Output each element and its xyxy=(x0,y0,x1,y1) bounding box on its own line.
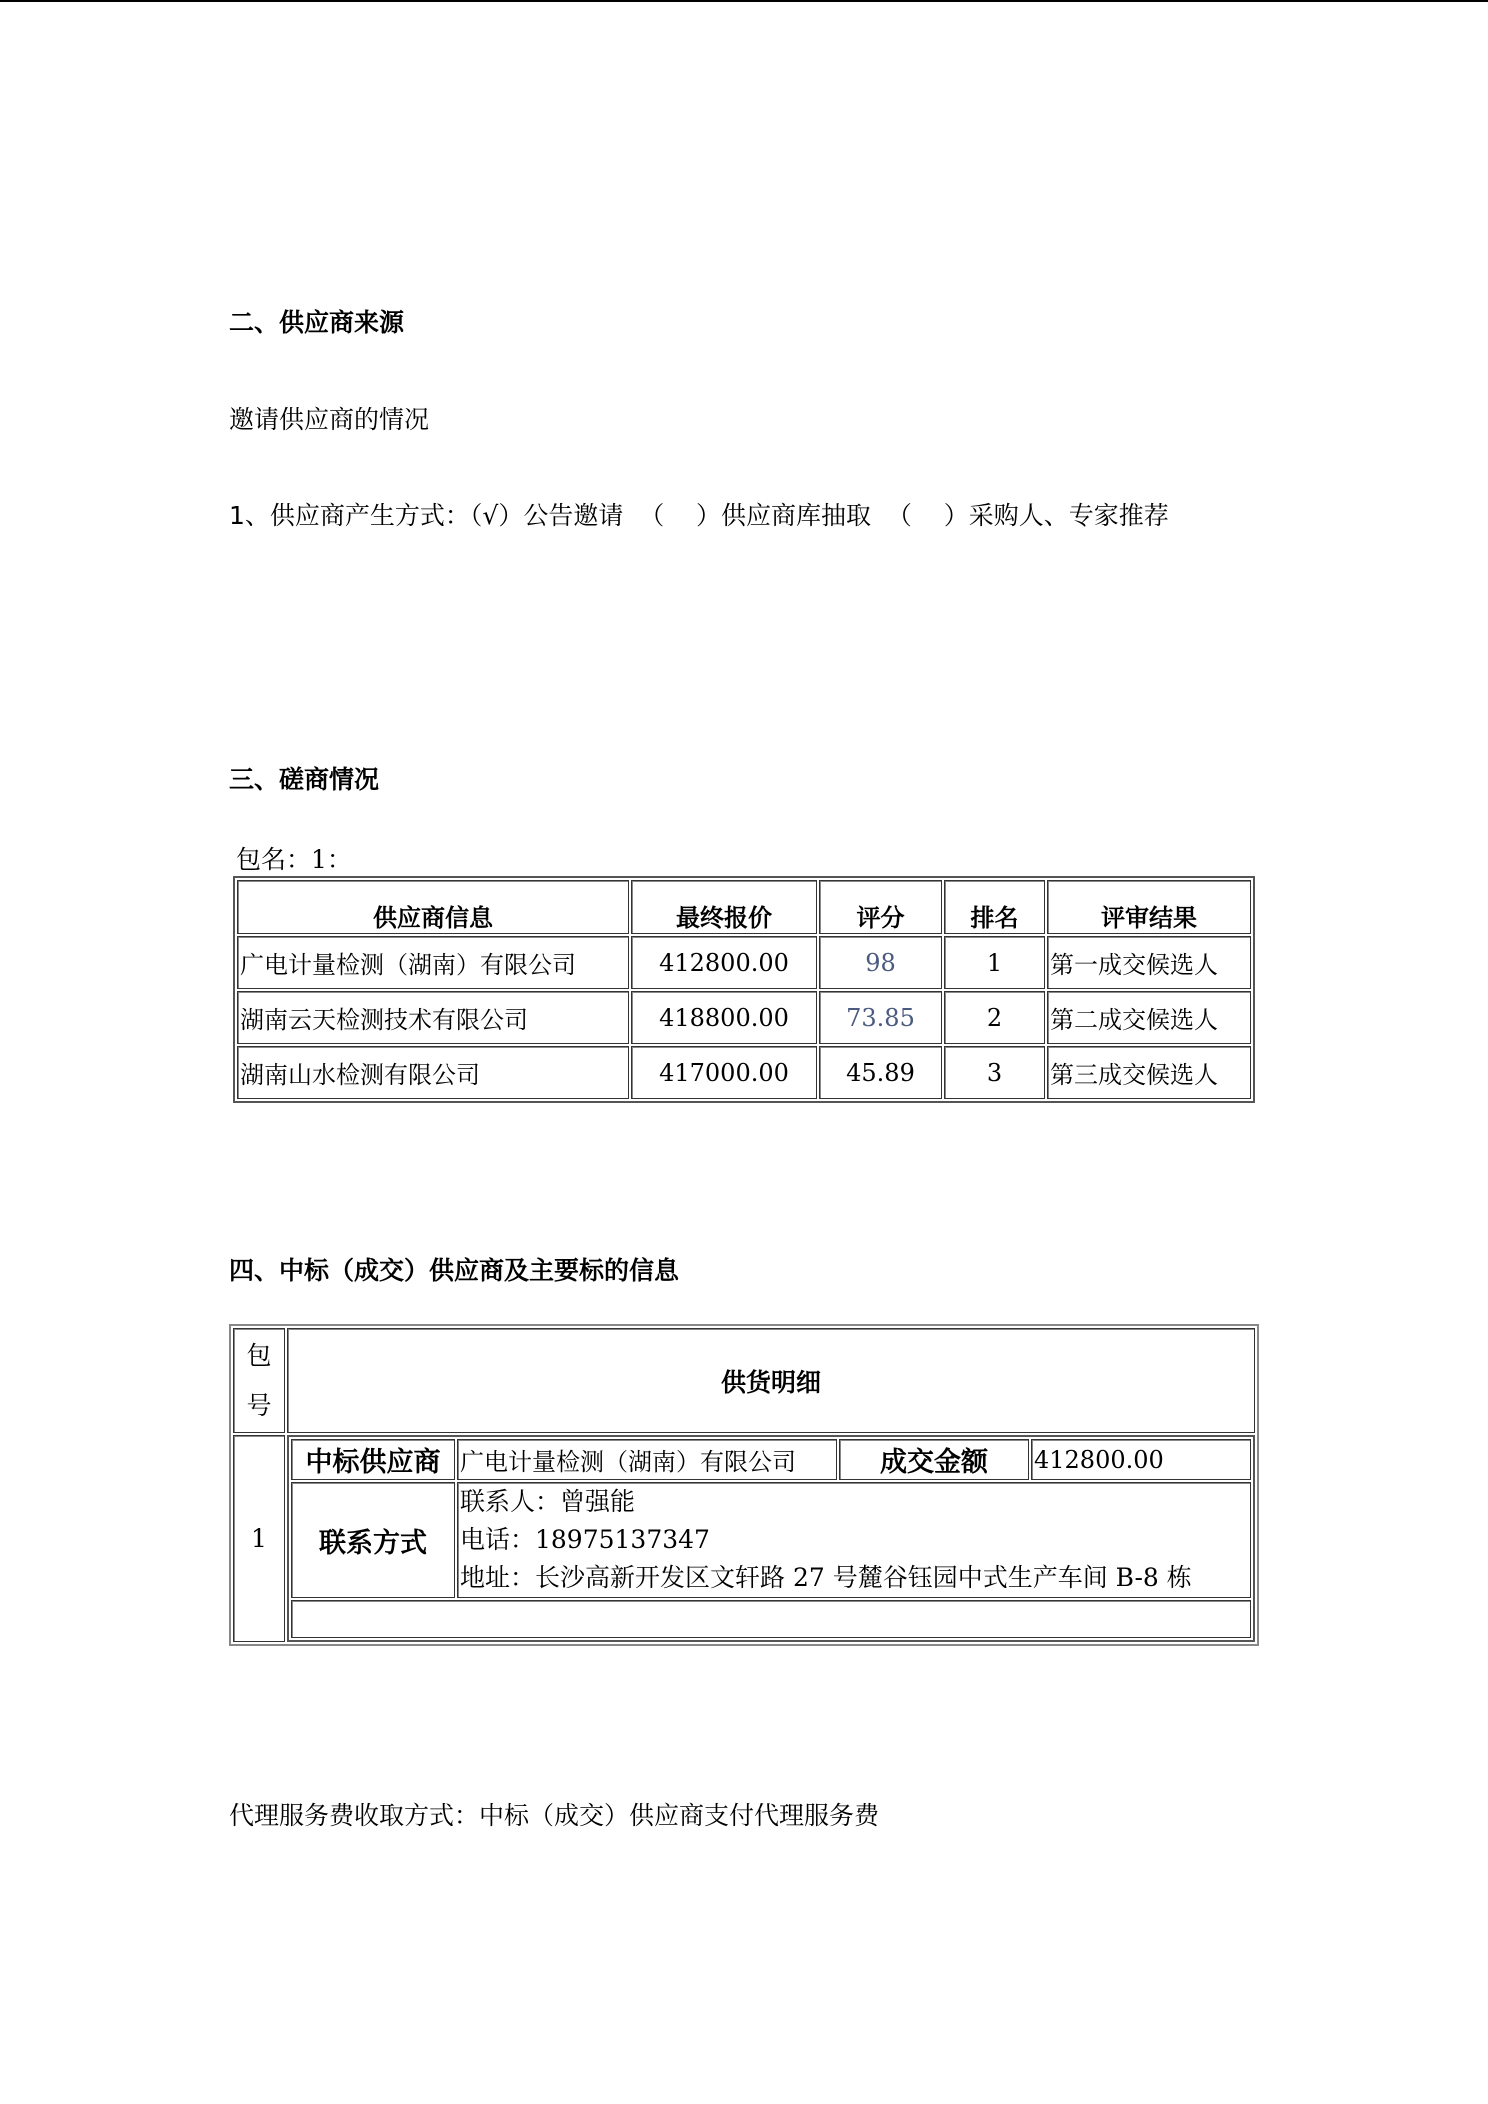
package-number: 1 xyxy=(233,1435,285,1642)
winner-table xyxy=(229,1324,1259,1646)
header-package-no xyxy=(233,1328,285,1433)
table-row xyxy=(233,1435,1255,1642)
header-rank: 排名 xyxy=(944,880,1045,934)
supplier-name: 广电计量检测（湖南）有限公司 xyxy=(237,936,629,989)
amount-value: 412800.00 xyxy=(1031,1439,1251,1480)
table-row xyxy=(237,936,1251,989)
contact-address: 地址：长沙高新开发区文轩路 27 号麓谷钰园中式生产车间 B-8 栋 xyxy=(460,1563,1192,1592)
result: 第三成交候选人 xyxy=(1047,1046,1251,1099)
price: 412800.00 xyxy=(631,936,817,989)
table-header-row xyxy=(237,880,1251,934)
price: 418800.00 xyxy=(631,991,817,1044)
detail-table xyxy=(287,1435,1255,1642)
score: 45.89 xyxy=(819,1046,942,1099)
section-title-supplier-source: 二、供应商来源 xyxy=(229,308,405,337)
empty-row xyxy=(291,1600,1251,1638)
table-header-row xyxy=(233,1328,1255,1433)
supplier-method-text: 1、供应商产生方式：（√）公告邀请 （ ）供应商库抽取 （ ）采购人、专家推荐 xyxy=(229,501,1169,530)
winner-name: 广电计量检测（湖南）有限公司 xyxy=(457,1439,837,1480)
rank: 3 xyxy=(944,1046,1045,1099)
contact-person: 联系人：曾强能 xyxy=(460,1487,636,1516)
header-package-no-char1: 包 xyxy=(246,1340,272,1370)
rank: 2 xyxy=(944,991,1045,1044)
winner-label: 中标供应商 xyxy=(291,1439,455,1480)
supplier-name: 湖南山水检测有限公司 xyxy=(237,1046,629,1099)
result: 第二成交候选人 xyxy=(1047,991,1251,1044)
winner-row xyxy=(291,1439,1251,1480)
amount-label: 成交金额 xyxy=(839,1439,1029,1480)
header-score: 评分 xyxy=(819,880,942,934)
detail-cell xyxy=(287,1435,1255,1642)
score: 98 xyxy=(819,936,942,989)
header-price: 最终报价 xyxy=(631,880,817,934)
supplier-name: 湖南云天检测技术有限公司 xyxy=(237,991,629,1044)
empty-cell xyxy=(291,1600,1251,1638)
price: 417000.00 xyxy=(631,1046,817,1099)
score: 73.85 xyxy=(819,991,942,1044)
package-label: 包名：1： xyxy=(236,845,352,874)
header-supply-detail: 供货明细 xyxy=(287,1328,1255,1433)
table-row xyxy=(237,1046,1251,1099)
section-title-negotiation: 三、磋商情况 xyxy=(229,765,380,794)
negotiation-table xyxy=(233,876,1255,1103)
invited-suppliers-text: 邀请供应商的情况 xyxy=(229,405,430,434)
agency-fee-note: 代理服务费收取方式：中标（成交）供应商支付代理服务费 xyxy=(229,1801,880,1830)
contact-phone: 电话：18975137347 xyxy=(460,1525,710,1554)
section-title-winner-info: 四、中标（成交）供应商及主要标的信息 xyxy=(229,1256,680,1285)
contact-label: 联系方式 xyxy=(291,1482,455,1598)
result: 第一成交候选人 xyxy=(1047,936,1251,989)
header-result: 评审结果 xyxy=(1047,880,1251,934)
contact-details xyxy=(457,1482,1251,1598)
table-row xyxy=(237,991,1251,1044)
contact-row xyxy=(291,1482,1251,1598)
header-supplier: 供应商信息 xyxy=(237,880,629,934)
rank: 1 xyxy=(944,936,1045,989)
header-package-no-char2: 号 xyxy=(246,1390,272,1420)
